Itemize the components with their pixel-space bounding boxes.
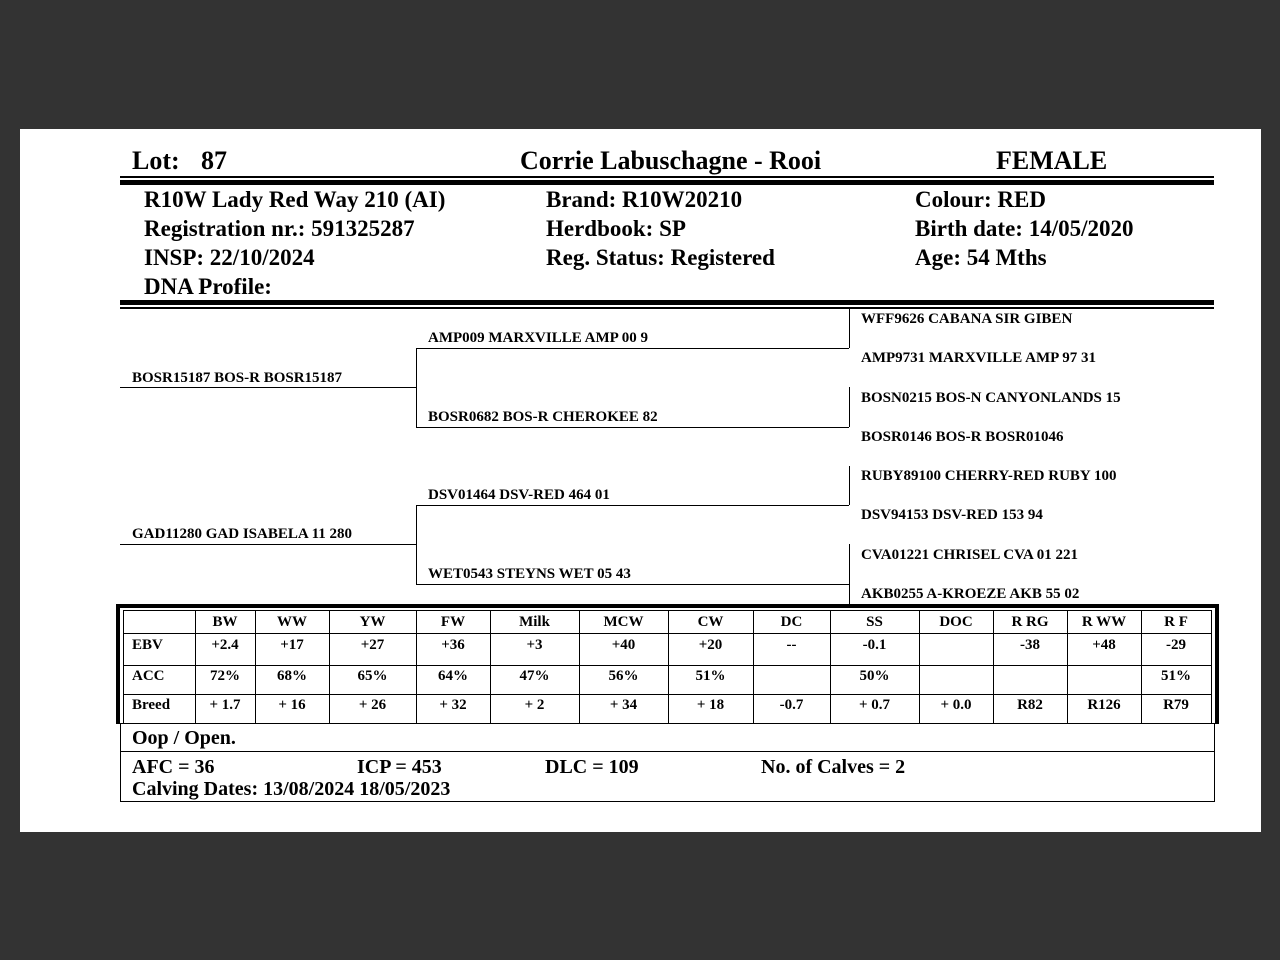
table-cell: 50% [859, 668, 890, 684]
table-cell: +40 [611, 637, 636, 653]
registration-number: Registration nr.: 591325287 [144, 216, 415, 241]
column-header: FW [440, 614, 466, 630]
pedigree-ggp-3: BOSN0215 BOS-N CANYONLANDS 15 [861, 390, 1121, 406]
pedigree-dam: GAD11280 GAD ISABELA 11 280 [132, 526, 353, 542]
table-cell: + 0.7 [858, 697, 891, 713]
pedigree-ggp-5: RUBY89100 CHERRY-RED RUBY 100 [861, 468, 1117, 484]
table-cell: R82 [1017, 697, 1043, 713]
column-header: R WW [1081, 614, 1127, 630]
table-right-border [1215, 604, 1219, 724]
catalogue-page [20, 129, 1261, 832]
birth-date: Birth date: 14/05/2020 [915, 216, 1134, 241]
row-label-breed: Breed [132, 697, 171, 713]
footer-right-border [1214, 723, 1215, 802]
table-bottom-line [120, 723, 1215, 724]
pedigree-dam-sire: DSV01464 DSV-RED 464 01 [428, 487, 610, 503]
table-cell: 68% [277, 668, 307, 684]
owner-name: Corrie Labuschagne - Rooi [520, 146, 822, 175]
table-cell: + 34 [609, 697, 638, 713]
table-cell: 72% [210, 668, 240, 684]
column-header: YW [359, 614, 386, 630]
table-cell: -29 [1166, 637, 1186, 653]
table-cell: + 32 [439, 697, 467, 713]
reg-status: Reg. Status: Registered [546, 245, 775, 270]
table-cell: + 0.0 [940, 697, 972, 713]
pedigree-bracket-sire [416, 348, 417, 427]
pedigree-sire-dam: BOSR0682 BOS-R CHEROKEE 82 [428, 409, 658, 425]
calving-dates: Calving Dates: 13/08/2024 18/05/2023 [132, 778, 451, 800]
table-top-border [116, 604, 1219, 608]
pedigree-line-sire [120, 387, 416, 388]
table-left-border [116, 604, 120, 724]
table-cell: 56% [608, 668, 639, 684]
row-label-ebv: EBV [132, 637, 163, 653]
pedigree-sire-sire: AMP009 MARXVILLE AMP 00 9 [428, 330, 648, 346]
pedigree-ggp-6: DSV94153 DSV-RED 153 94 [861, 507, 1043, 523]
lot-number: 87 [201, 146, 227, 175]
table-cell: + 26 [358, 697, 387, 713]
table-cell: 64% [438, 668, 468, 684]
column-header: MCW [603, 614, 644, 630]
header-rule-thick [120, 180, 1214, 185]
column-header: BW [212, 614, 238, 630]
pedigree-ggp-4: BOSR0146 BOS-R BOSR01046 [861, 429, 1064, 445]
age: Age: 54 Mths [915, 245, 1047, 270]
pedigree-ggp-1: WFF9626 CABANA SIR GIBEN [861, 311, 1073, 327]
pedigree-ggp-2: AMP9731 MARXVILLE AMP 97 31 [861, 350, 1096, 366]
footer-left-border [120, 723, 121, 802]
pedigree-bracket-ggp-2 [849, 387, 850, 427]
table-cell: -0.7 [779, 697, 804, 713]
footer-divider [120, 751, 1215, 752]
table-cell: + 16 [278, 697, 306, 713]
footer-bottom-border [120, 801, 1215, 802]
brand: Brand: R10W20210 [546, 187, 743, 212]
sex: FEMALE [996, 146, 1108, 175]
table-cell: +2.4 [211, 637, 239, 653]
animal-name: R10W Lady Red Way 210 (AI) [144, 187, 446, 212]
column-header: SS [866, 614, 883, 630]
table-cell: + 18 [696, 697, 725, 713]
column-header: DOC [939, 614, 973, 630]
table-inner-right [1211, 610, 1212, 723]
table-cell: 51% [1161, 668, 1191, 684]
column-header: CW [697, 614, 724, 630]
info-rule-thick [120, 300, 1214, 305]
pedigree-dam-dam: WET0543 STEYNS WET 05 43 [428, 566, 631, 582]
afc-value: AFC = 36 [132, 756, 215, 778]
pedigree-line-dam [120, 544, 416, 545]
dlc-value: DLC = 109 [545, 756, 639, 778]
pedigree-ggp-8: AKB0255 A-KROEZE AKB 55 02 [861, 586, 1080, 602]
insp-date: INSP: 22/10/2024 [144, 245, 315, 270]
pedigree-bracket-ggp-3 [849, 466, 850, 505]
table-cell: 51% [695, 668, 726, 684]
table-cell: R126 [1087, 697, 1121, 713]
column-header: DC [780, 614, 803, 630]
table-cell: -38 [1020, 637, 1040, 653]
pedigree-line-dam-dam [416, 584, 849, 585]
pedigree-sire: BOSR15187 BOS-R BOSR15187 [132, 370, 343, 386]
pedigree-bracket-ggp-1 [849, 309, 850, 348]
column-header: R F [1164, 614, 1188, 630]
breeding-status: Oop / Open. [132, 727, 236, 749]
pedigree-line-sire-sire [416, 348, 849, 349]
row-label-acc: ACC [132, 668, 165, 684]
pedigree-ggp-7: CVA01221 CHRISEL CVA 01 221 [861, 547, 1078, 563]
table-cell: -0.1 [862, 637, 887, 653]
table-cell: +48 [1092, 637, 1116, 653]
table-cell: +3 [526, 637, 543, 653]
table-cell: 65% [357, 668, 388, 684]
table-cell: +20 [698, 637, 723, 653]
table-cell: +27 [360, 637, 385, 653]
column-header: WW [277, 614, 307, 630]
table-cell: 47% [519, 668, 550, 684]
pedigree-line-dam-sire [416, 505, 849, 506]
table-inner-left [123, 610, 124, 723]
table-cell: + 1.7 [209, 697, 241, 713]
pedigree-bracket-dam [416, 505, 417, 584]
column-header: Milk [519, 614, 550, 630]
table-cell: + 2 [524, 697, 545, 713]
info-rule-thin [120, 307, 1214, 309]
table-cell: -- [786, 637, 797, 653]
calves-count: No. of Calves = 2 [761, 756, 906, 778]
icp-value: ICP = 453 [357, 756, 442, 778]
pedigree-bracket-ggp-4 [849, 544, 850, 604]
dna-profile: DNA Profile: [144, 274, 272, 299]
lot-label: Lot: [132, 146, 180, 175]
herdbook: Herdbook: SP [546, 216, 686, 241]
table-cell: R79 [1163, 697, 1189, 713]
pedigree-line-sire-dam [416, 427, 849, 428]
table-cell: +36 [441, 637, 465, 653]
header-rule-thin [120, 176, 1214, 178]
table-cell: +17 [280, 637, 304, 653]
column-header: R RG [1011, 614, 1049, 630]
colour: Colour: RED [915, 187, 1046, 212]
